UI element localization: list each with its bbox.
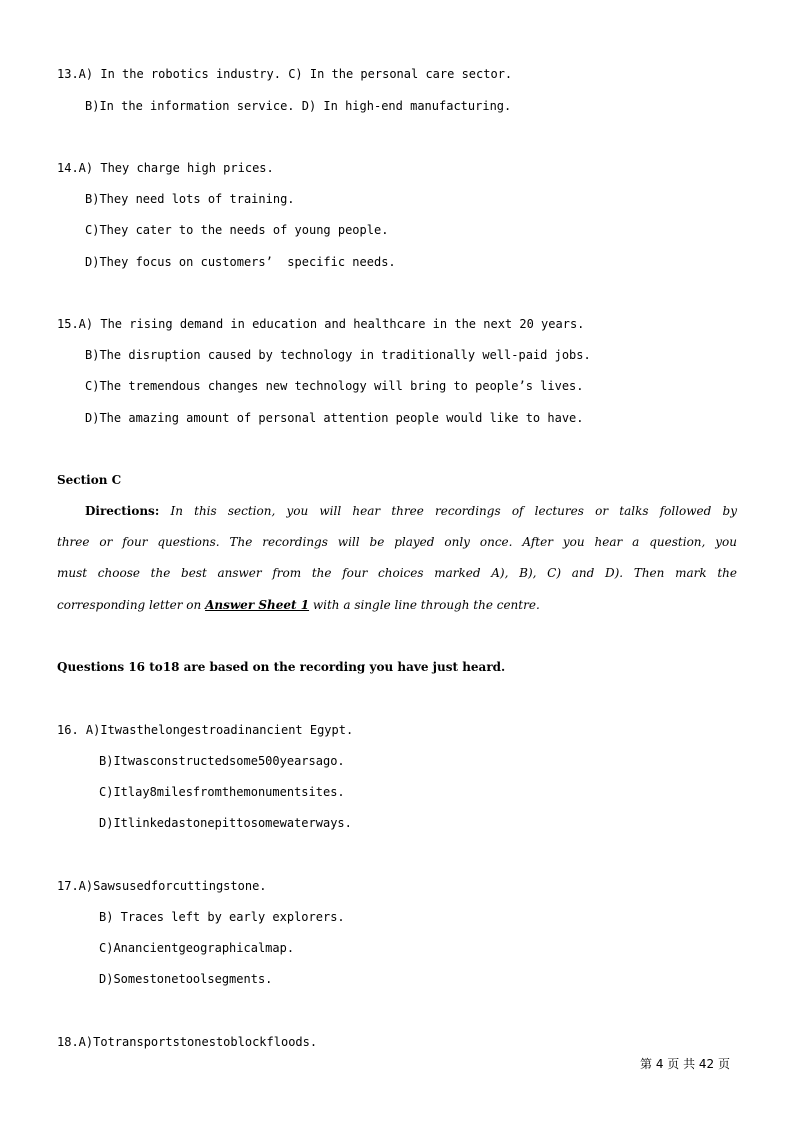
section-c-title: Section C (57, 473, 122, 487)
directions-line-2: three or four questions. The recordings will be played only once. After you hear a question, you (57, 535, 737, 549)
q13-line-a: 13.A) In the robotics industry. C) In the personal care sector. (57, 67, 513, 81)
page-footer: 第 4 页 共 42 页 (640, 1057, 730, 1071)
directions-line-4 (57, 597, 737, 613)
q14-option-d: D)They focus on customers’ specific needs. (85, 255, 396, 269)
q17-option-c: C)Anancientgeographicalmap. (99, 941, 295, 955)
q15-line-a: 15.A) The rising demand in education and healthcare in the next 20 years. (57, 317, 585, 331)
q16-option-d: D)Itlinkedastonepittosomewaterways. (99, 816, 352, 830)
q15-option-c: C)The tremendous changes new technology will bring to people’s lives. (85, 379, 584, 393)
directions-line-3: must choose the best answer from the four choices marked A), B), C) and D). Then mark the (57, 566, 737, 580)
q13-line-b: B)In the information service. D) In high-end manufacturing. (85, 99, 512, 113)
answer-sheet-ref: Answer Sheet 1 (205, 598, 310, 612)
q15-option-d: D)The amazing amount of personal attention people would like to have. (85, 411, 584, 425)
q14-line-a: 14.A) They charge high prices. (57, 161, 274, 175)
q17-line-a: 17.A)Sawsusedforcuttingstone. (57, 879, 267, 893)
q16-option-c: C)Itlay8milesfromthemonumentsites. (99, 785, 345, 799)
q14-option-c: C)They cater to the needs of young people. (85, 223, 389, 237)
directions-lead: Directions: (85, 504, 160, 518)
directions-line-1 (85, 503, 737, 519)
directions-text-1: In this section, you will hear three recordings of lectures or talks followed by (170, 504, 737, 518)
directions-text-4a: corresponding letter on (57, 598, 206, 612)
q17-option-b: B) Traces left by early explorers. (99, 910, 345, 924)
q17-option-d: D)Somestonetoolsegments. (99, 972, 273, 986)
q18-line-a: 18.A)Totransportstonestoblockfloods. (57, 1035, 318, 1049)
questions-heading: Questions 16 to18 are based on the recording you have just heard. (57, 660, 506, 674)
directions-text-4b: with a single line through the centre. (309, 598, 540, 612)
q14-option-b: B)They need lots of training. (85, 192, 295, 206)
q16-line-a: 16. A)Itwasthelongestroadinancient Egypt. (57, 723, 354, 737)
q16-option-b: B)Itwasconstructedsome500yearsago. (99, 754, 345, 768)
q15-option-b: B)The disruption caused by technology in traditionally well-paid jobs. (85, 348, 591, 362)
